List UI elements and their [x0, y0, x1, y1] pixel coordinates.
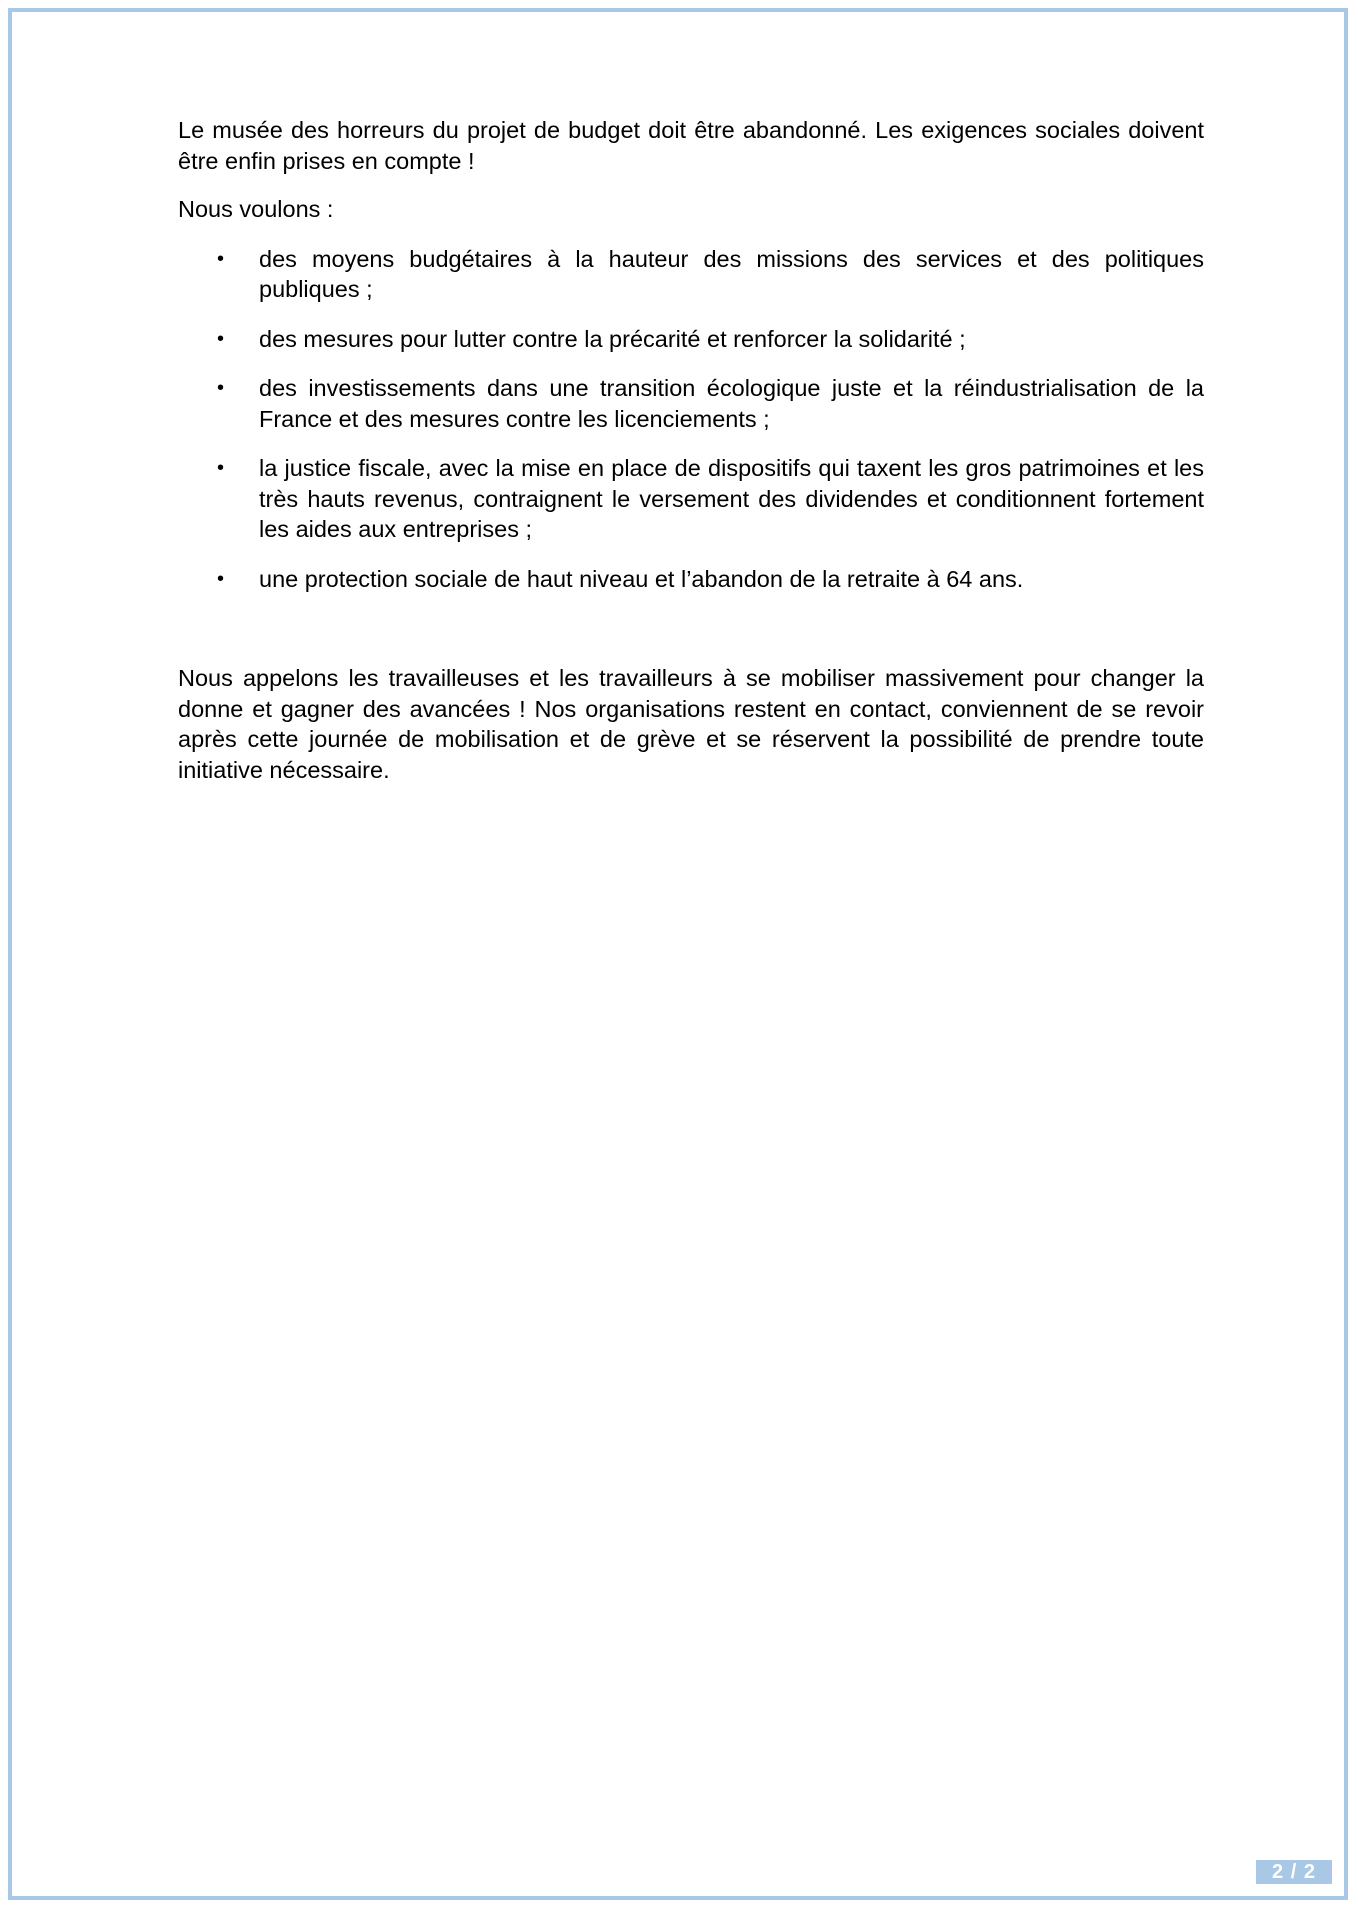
list-item-text: une protection sociale de haut niveau et l’abandon de la retraite à 64 ans. [259, 565, 1024, 592]
document-body [178, 115, 1204, 785]
bullet-icon: • [217, 377, 225, 399]
list-item [178, 453, 1204, 545]
list-item-text: des investissements dans une transition écologique juste et la réindustrialisation de la France et des mesures contre les licenciements ; [259, 375, 1204, 432]
list-item [178, 324, 1204, 355]
list-item-text: des moyens budgétaires à la hauteur des missions des services et des politiques publiques ; [259, 245, 1204, 302]
list-item [178, 564, 1204, 595]
closing-paragraph: Nous appelons les travailleuses et les travailleurs à se mobiliser massivement pour changer la donne et gagner des avancées ! Nos organisations restent en contact, conviennent de se revoir après cette journée de mobilisation et de grève et se réservent la possibilité de prendre toute initiative nécessaire. [178, 665, 1204, 783]
bullet-icon: • [217, 247, 225, 270]
page-number-badge: 2 / 2 [1256, 1860, 1332, 1884]
lead-paragraph: Nous voulons : [178, 196, 334, 222]
bullet-icon: • [217, 567, 225, 590]
list-item-text: la justice fiscale, avec la mise en place de dispositifs qui taxent les gros patrimoines et les très hauts revenus, contraignent le versement des dividendes et conditionnent fortement les aides aux entreprises ; [259, 455, 1204, 542]
bullet-icon: • [217, 457, 225, 479]
list-item [178, 373, 1204, 434]
bullet-icon: • [217, 327, 225, 350]
demands-list [178, 244, 1204, 595]
page-frame [8, 8, 1348, 1900]
intro-paragraph: Le musée des horreurs du projet de budget doit être abandonné. Les exigences sociales doivent être enfin prises en compte ! [178, 117, 1204, 174]
list-item [178, 244, 1204, 305]
list-item-text: des mesures pour lutter contre la précarité et renforcer la solidarité ; [259, 325, 966, 352]
